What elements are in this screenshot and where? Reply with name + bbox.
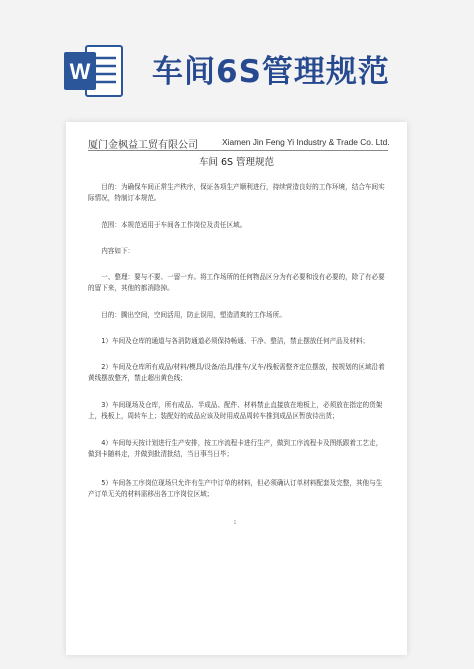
paragraph-content-intro: 内容如下：	[101, 247, 135, 255]
banner-title: 车间6S管理规范	[152, 54, 390, 90]
word-icon-letter: W	[69, 59, 91, 84]
document-title: 车间 6S 管理规范	[198, 157, 275, 168]
letterhead	[88, 136, 388, 151]
paragraph-item-3: 3）车间现场及仓库，所有成品、半成品、配件、材料禁止直接放在地板上，必须放在指定的货架上，栈板上，周转车上；装配好的成品应该及时用成品周转车推到成品区暂放待出货；	[88, 401, 383, 421]
paragraph-sort: 一、整理：要与不要、一留一弃。将工作场所的任何物品区分为有必要和没有必要的，除了有必要的留下来，其他的都消除掉。	[88, 273, 385, 293]
company-name-cn: 厦门金枫益工贸有限公司	[88, 140, 198, 151]
word-document-icon	[62, 42, 126, 100]
banner	[0, 0, 474, 120]
company-name-en: Xiamen Jin Feng Yi Industry & Trade Co. Ltd.	[222, 137, 390, 147]
paragraph-item-5: 5）车间各工序岗位现场只允许有生产中订单的材料，但必须确认订单材料配套及完整，其他与生产订单无关的材料需移出各工序岗位区域；	[88, 479, 383, 499]
page-number: 1	[233, 520, 237, 526]
paragraph-item-2: 2）车间及仓库所有成品/材料/模具/设备/治具/推车/叉车/栈板需整齐定位摆放，按规划的区域沿着黄线摆放整齐，禁止超出黄色线；	[88, 363, 385, 383]
paragraph-item-4: 4）车间每天按计划进行生产安排，按工序流程卡进行生产，做到工序流程卡及图纸跟着工艺走，做到卡随料走，并做到批清批结，当日事当日毕；	[88, 439, 383, 459]
paragraph-sort-purpose: 目的：腾出空间，空间活用，防止误用，塑造清爽的工作场所。	[101, 311, 286, 319]
document-page	[66, 122, 407, 655]
paragraph-item-1: 1）车间及仓库的通道与各消防通道必须保持畅通、干净、整洁，禁止摆放任何产品及材料；	[101, 337, 370, 345]
paragraph-scope: 范围：本规范适用于车间各工作岗位及责任区域。	[101, 221, 247, 229]
paragraph-purpose: 目的：为确保车间正常生产秩序，保证各项生产顺利进行，持续营造良好的工作环境，结合车间实际情况，特制订本规范。	[88, 183, 385, 203]
